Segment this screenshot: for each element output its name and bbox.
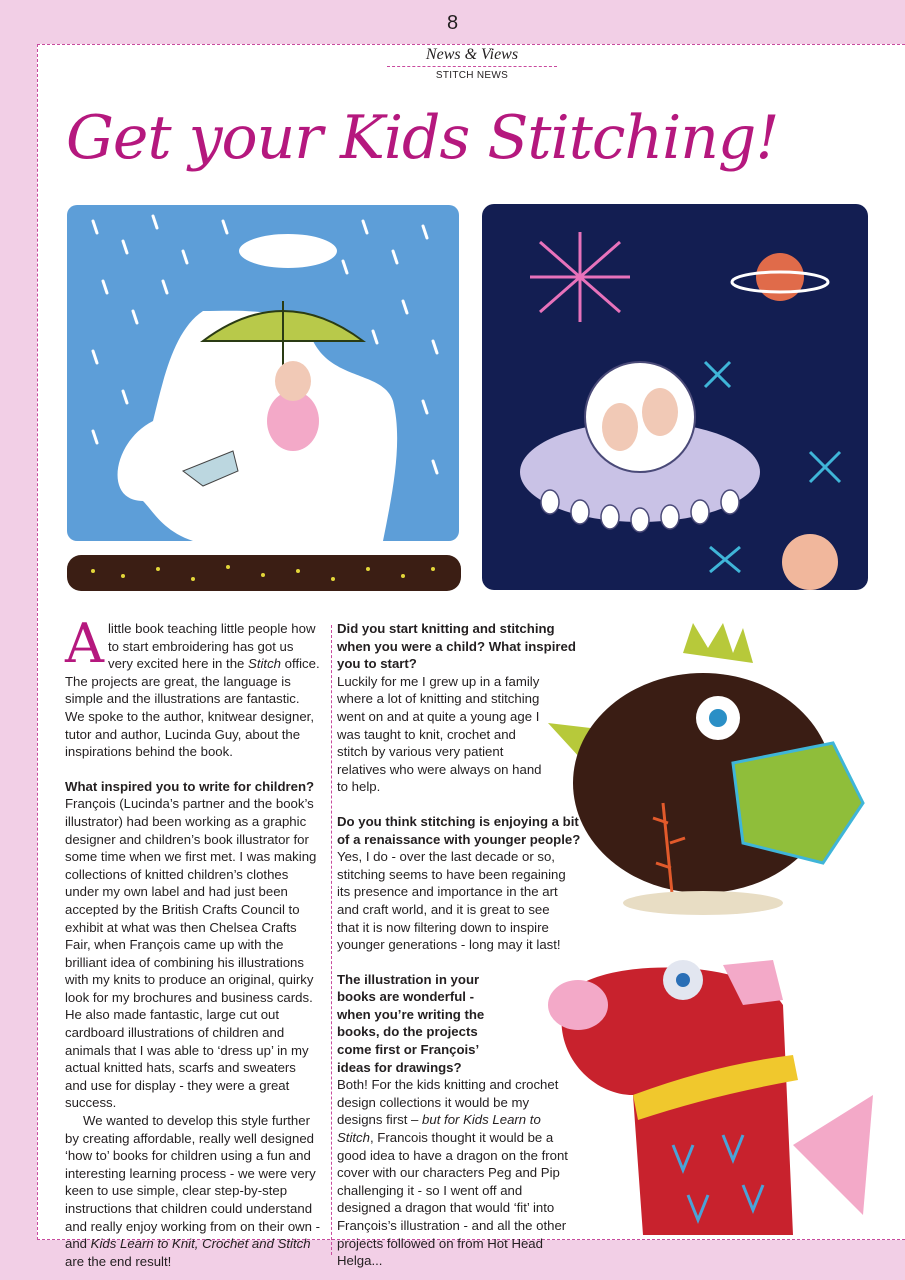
felt-bird-photo [543, 623, 883, 923]
question-2: Did you start knitting and stitching when you were a child? What inspired you to start? [337, 621, 576, 672]
question-4: The illustration in your books are wonderful - when you’re writing the books, do the projects come first or François’ ideas for drawings? [337, 971, 485, 1075]
answer-1b [65, 1112, 321, 1270]
column-left [65, 612, 321, 1270]
section-name: News & Views [425, 46, 519, 63]
answer-4-italic: but for Kids Learn to Stitch [337, 1112, 541, 1146]
answer-4 [337, 1076, 577, 1270]
answer-1b-suffix: are the end result! [65, 1253, 172, 1269]
question-1: What inspired you to write for children? [65, 778, 315, 794]
intro-rest: projects are great, the language is simple and the illustrations are fantastic. We spoke to the author, knitwear designer, tutor and author, Lucinda Guy, about the inspirations behind the book. [65, 673, 315, 760]
space-illustration [480, 202, 870, 592]
answer-1b-prefix: We wanted to develop this style further by creating affordable, really well designed ‘how to’ books for children using a fun and interesting learning process - we were very keen to use simple, clear step-by-step instructions that children could understand and really enjoy working from on their own - and [65, 1113, 321, 1252]
answer-3: Yes, I do - over the last decade or so, stitching seems to have been regaining its presence and importance in the art and craft world, and it is great to see that it is now filtering down to inspire younger generations - long may it last! [337, 849, 566, 953]
section-subsection: STITCH NEWS [435, 70, 509, 81]
intro-line1: little book teaching little people how [108, 621, 316, 636]
answer-1b-italic: Kids Learn to Knit, Crochet and Stitch [90, 1236, 311, 1252]
page-panel [37, 44, 905, 1269]
answer-2: Luckily for me I grew up in a family where a lot of knitting and stitching went on and at quite a young age I was taught to knit, crochet and stitch by various very patient relatives who were always on hand to help. [337, 673, 542, 795]
column-right [337, 620, 587, 1270]
intro-paragraph [65, 612, 321, 761]
section-divider [387, 66, 557, 67]
answer-4-suffix: , Francois thought it would be a good idea to have a dragon on the front cover with our characters Peg and Pip challenging it - so I went off and designed a dragon that would ‘fit’ into François’s illustration - and all the other projects followed on from Hot Head Helga... [337, 1130, 568, 1269]
section-header [38, 45, 905, 81]
intro-line3-italic: Stitch [248, 656, 282, 672]
answer-1: François (Lucinda’s partner and the book’s illustrator) had been working as a graphic designer and children’s book illustrator for some time when we first met. I was making collections of knitted children’s clothes under my own label and had just been accepted by the British Crafts Council to exhibit at what was then Chelsea Crafts Fair, when François came up with the brilliant idea of combining his illustrations with my knits to produce an original, quirky look for my brochures and business cards. He also made fantastic, large cut out cardboard illustrations of children and animals that I was able to ‘dress up’ in my actual knitted hats, scarfs and sweaters and use for display - they were a great success. [65, 796, 317, 1111]
intro-line3-prefix: excited here in the [136, 656, 249, 672]
intro-line2: to start embroidering has got us very [108, 638, 294, 672]
rain-illustration [63, 201, 463, 591]
question-3: Do you think stitching is enjoying a bit of a renaissance with younger people? [337, 813, 581, 847]
answer-4-prefix: Both! For the kids knitting and crochet design collections it would be my designs first – [337, 1077, 559, 1128]
intro-line3-suffix: office. The [65, 656, 320, 689]
column-divider [331, 625, 332, 1255]
dropcap: A [65, 612, 104, 675]
headline: Get your Kids Stitching! [66, 103, 779, 173]
page-number: 8 [446, 12, 459, 34]
